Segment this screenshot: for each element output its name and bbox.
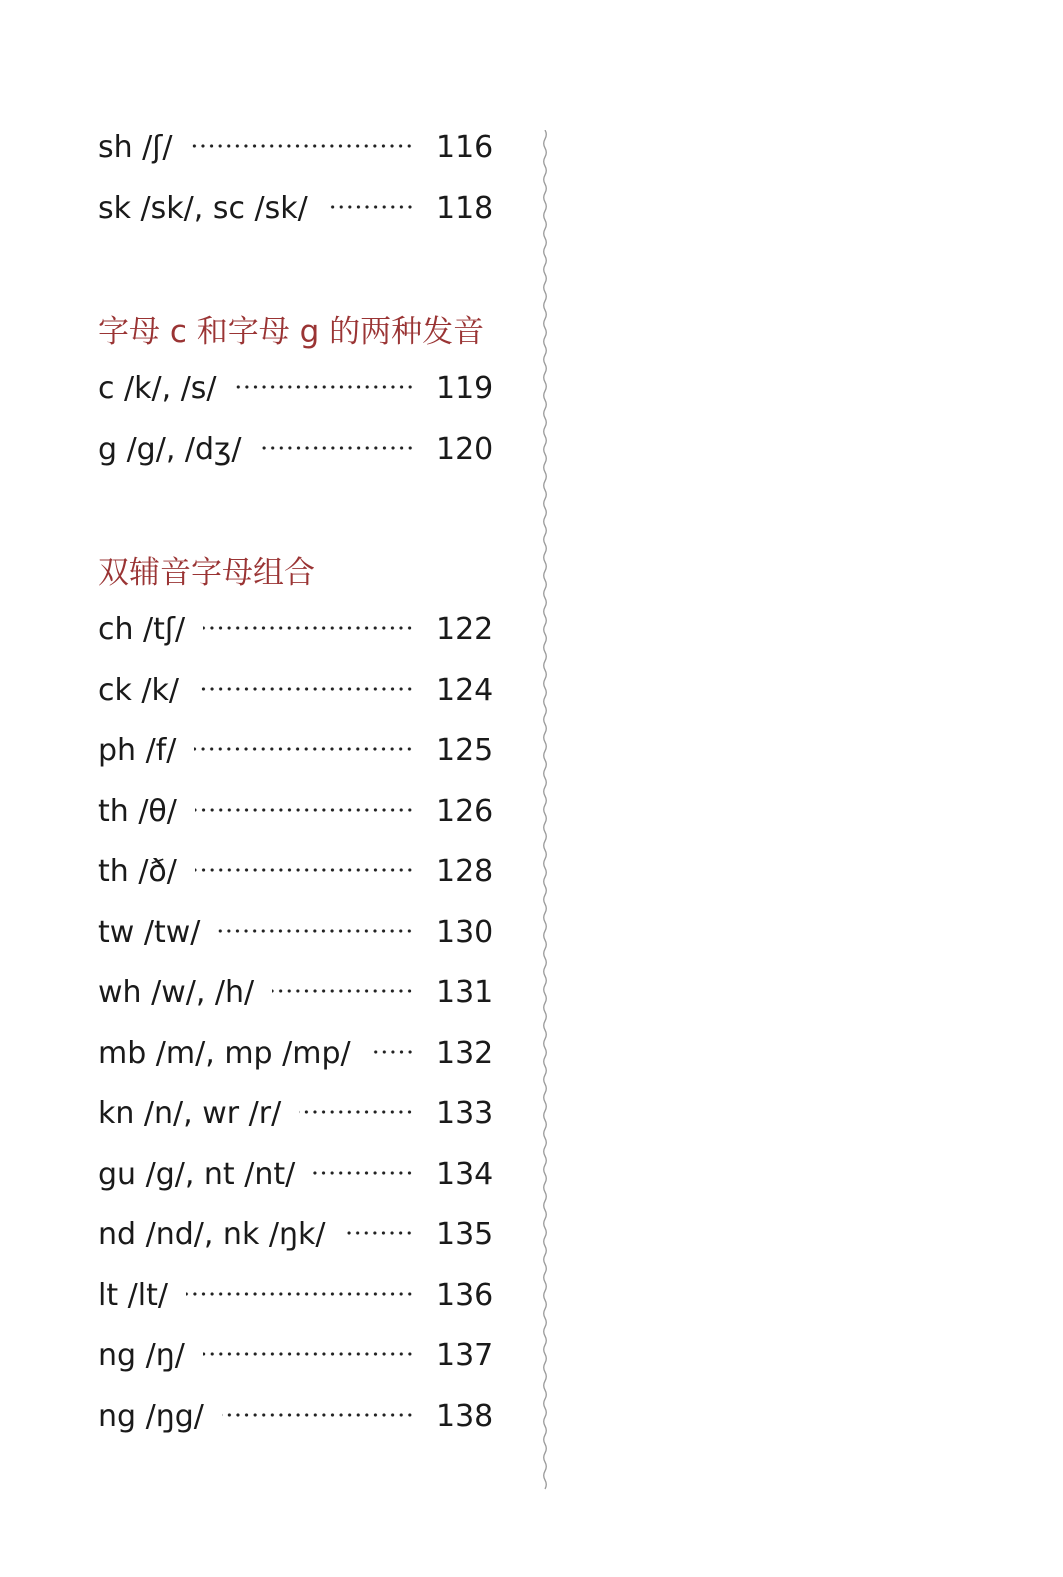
wavy-divider-line: [537, 130, 553, 1492]
dot-leader: [203, 626, 414, 630]
toc-entry-page: 120: [436, 431, 494, 467]
toc-entry-page: 126: [436, 793, 494, 829]
toc-entry-page: 125: [436, 733, 494, 769]
toc-entry-label: ch /tʃ/: [98, 612, 186, 648]
toc-entry[interactable]: [98, 118, 498, 179]
toc-entry[interactable]: [98, 1387, 498, 1448]
dot-leader: [326, 205, 414, 209]
toc-entry[interactable]: [98, 1326, 498, 1387]
dot-leader: [272, 989, 414, 993]
dot-leader: [260, 446, 415, 450]
section-gap: [98, 239, 498, 297]
toc-entry-label: gu /g/, nt /nt/: [98, 1156, 296, 1192]
dot-leader: [222, 1413, 414, 1417]
toc-entry-label: g /g/, /dʒ/: [98, 431, 242, 467]
toc-entry[interactable]: [98, 179, 498, 240]
toc-entry[interactable]: [98, 661, 498, 722]
toc-entry-label: ck /k/: [98, 672, 179, 708]
toc-entry-label: lt /lt/: [98, 1277, 168, 1313]
toc-entry-page: 137: [436, 1338, 494, 1374]
dot-leader: [195, 808, 414, 812]
dot-leader: [197, 687, 414, 691]
dot-leader: [190, 144, 414, 148]
toc-entry[interactable]: [98, 721, 498, 782]
dot-leader: [195, 868, 414, 872]
toc-entry[interactable]: [98, 420, 498, 481]
toc-entry[interactable]: [98, 1084, 498, 1145]
toc-entry[interactable]: [98, 963, 498, 1024]
dot-leader: [186, 1292, 414, 1296]
toc-entry[interactable]: [98, 1145, 498, 1206]
toc-entry[interactable]: [98, 600, 498, 661]
toc-entry[interactable]: [98, 903, 498, 964]
toc-entry-page: 132: [436, 1035, 494, 1071]
section-heading: 双辅音字母组合: [98, 554, 315, 591]
toc-entry[interactable]: [98, 1024, 498, 1085]
toc-entry-page: 138: [436, 1398, 494, 1434]
toc-entry-label: sh /ʃ/: [98, 130, 173, 166]
toc-entry-label: kn /n/, wr /r/: [98, 1096, 282, 1132]
toc-entry-label: mb /m/, mp /mp/: [98, 1035, 351, 1071]
toc-entry-label: ng /ŋ/: [98, 1338, 185, 1374]
toc-entry-label: ng /ŋg/: [98, 1398, 204, 1434]
toc-entry-label: sk /sk/, sc /sk/: [98, 190, 308, 226]
dot-leader: [313, 1171, 414, 1175]
toc-entry[interactable]: [98, 1205, 498, 1266]
toc-entry-label: tw /tw/: [98, 914, 201, 950]
dot-leader: [194, 747, 414, 751]
toc-entry-label: nd /nd/, nk /ŋk/: [98, 1217, 326, 1253]
toc-entry-page: 122: [436, 612, 494, 648]
section-heading: 字母 c 和字母 g 的两种发音: [98, 313, 485, 350]
table-of-contents: [98, 118, 498, 1447]
toc-entry[interactable]: [98, 782, 498, 843]
toc-entry-page: 128: [436, 854, 494, 890]
toc-entry[interactable]: [98, 842, 498, 903]
toc-entry-page: 130: [436, 914, 494, 950]
toc-entry-page: 131: [436, 975, 494, 1011]
toc-entry-page: 116: [436, 130, 494, 166]
dot-leader: [369, 1050, 414, 1054]
dot-leader: [203, 1352, 414, 1356]
toc-entry-label: ph /f/: [98, 733, 177, 769]
dot-leader: [218, 929, 414, 933]
toc-entry-page: 136: [436, 1277, 494, 1313]
toc-entry-page: 133: [436, 1096, 494, 1132]
toc-entry-page: 135: [436, 1217, 494, 1253]
dot-leader: [299, 1110, 414, 1114]
toc-entry[interactable]: [98, 359, 498, 420]
section-gap: [98, 480, 498, 538]
dot-leader: [343, 1231, 414, 1235]
toc-entry-page: 124: [436, 672, 494, 708]
toc-entry-page: 119: [436, 371, 494, 407]
toc-entry-page: 118: [436, 190, 494, 226]
toc-entry[interactable]: [98, 1266, 498, 1327]
toc-entry-label: th /θ/: [98, 793, 177, 829]
dot-leader: [235, 385, 414, 389]
toc-entry-label: th /ð/: [98, 854, 177, 890]
toc-entry-label: c /k/, /s/: [98, 371, 217, 407]
toc-entry-page: 134: [436, 1156, 494, 1192]
toc-entry-label: wh /w/, /h/: [98, 975, 255, 1011]
